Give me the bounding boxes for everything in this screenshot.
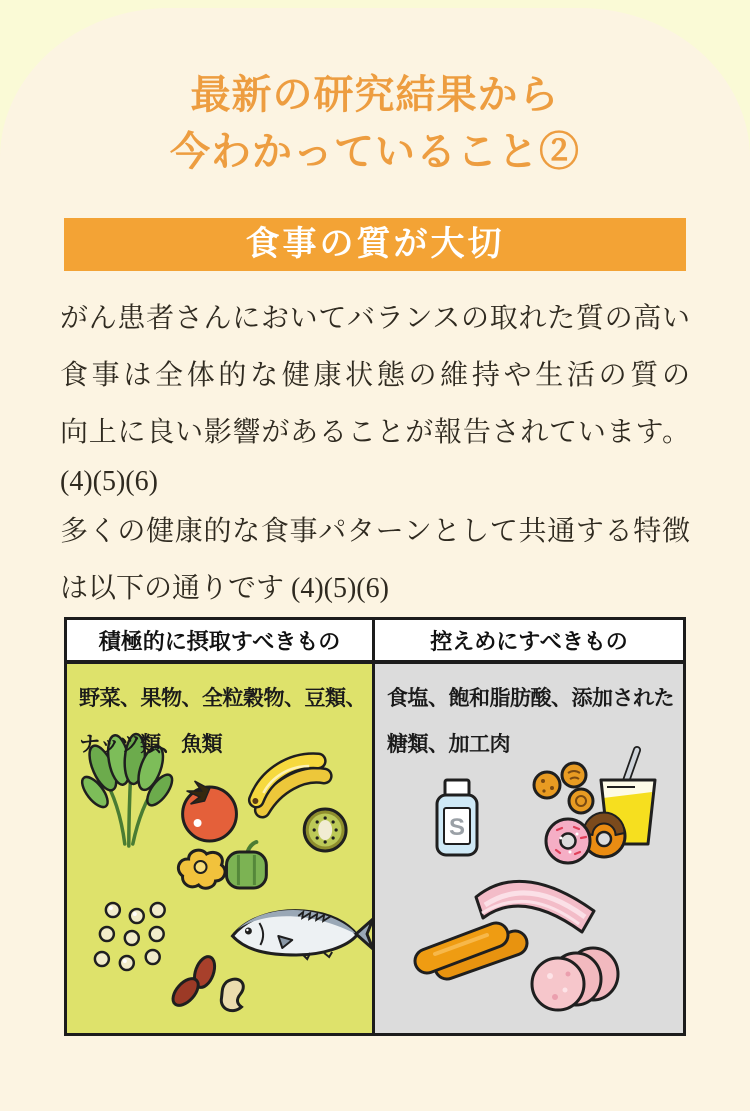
pink-donut-icon [546,819,590,863]
mackerel-fish-icon [232,910,372,959]
limit-column-header: 控えめにすべきもの [375,620,683,664]
tomato-icon [183,781,237,841]
cell-text-line: 野菜、果物、全粒穀物、豆類、 [79,687,366,710]
body-paragraphs [60,290,690,617]
almonds-icon [168,954,218,1010]
body-line-citation: (4)(5)(6) [60,466,158,497]
recommended-foods-text [67,664,372,768]
bananas-icon [252,761,324,810]
page-title [0,66,750,180]
cell-text-line: ナッツ類、魚類 [79,733,223,756]
salt-label: S [448,814,466,841]
diet-comparison-table [64,617,686,1036]
limit-cell [375,664,683,1033]
limit-foods-text [375,664,683,768]
cookies-icon [534,763,593,813]
soybeans-icon [95,903,165,970]
body-line: は以下の通りです (4)(5)(6) [60,573,389,604]
limit-column [375,620,683,1033]
ham-slices-icon [532,948,618,1010]
body-line: 向上に良い影響があることが報告されています。 [60,417,690,448]
recommended-cell [67,664,372,1033]
recommended-column [67,620,375,1033]
title-line-1: 最新の研究結果から [190,72,560,117]
section-heading-banner [64,218,686,271]
title-line-2: 今わかっていること② [170,129,580,174]
recommended-column-header: 積極的に摂取すべきもの [67,620,372,664]
section-heading-text: 食事の質が大切 [245,226,505,263]
green-pepper-icon [226,842,266,888]
cell-text-line: 食塩、飽和脂肪酸、添加された [387,687,674,710]
body-line: 多くの健康的な食事パターンとして共通する特徴 [60,516,690,547]
ginger-icon [178,850,225,888]
body-line: 食事は全体的な健康状態の維持や生活の質の [60,360,690,391]
body-line: がん患者さんにおいてバランスの取れた質の高い [60,303,690,334]
cashew-nut-icon [221,979,243,1011]
salt-bottle-icon [437,780,477,855]
cell-text-line: 糖類、加工肉 [387,733,510,756]
content-panel [0,8,750,1111]
kiwi-icon [304,809,346,851]
sausages-icon [427,935,515,967]
